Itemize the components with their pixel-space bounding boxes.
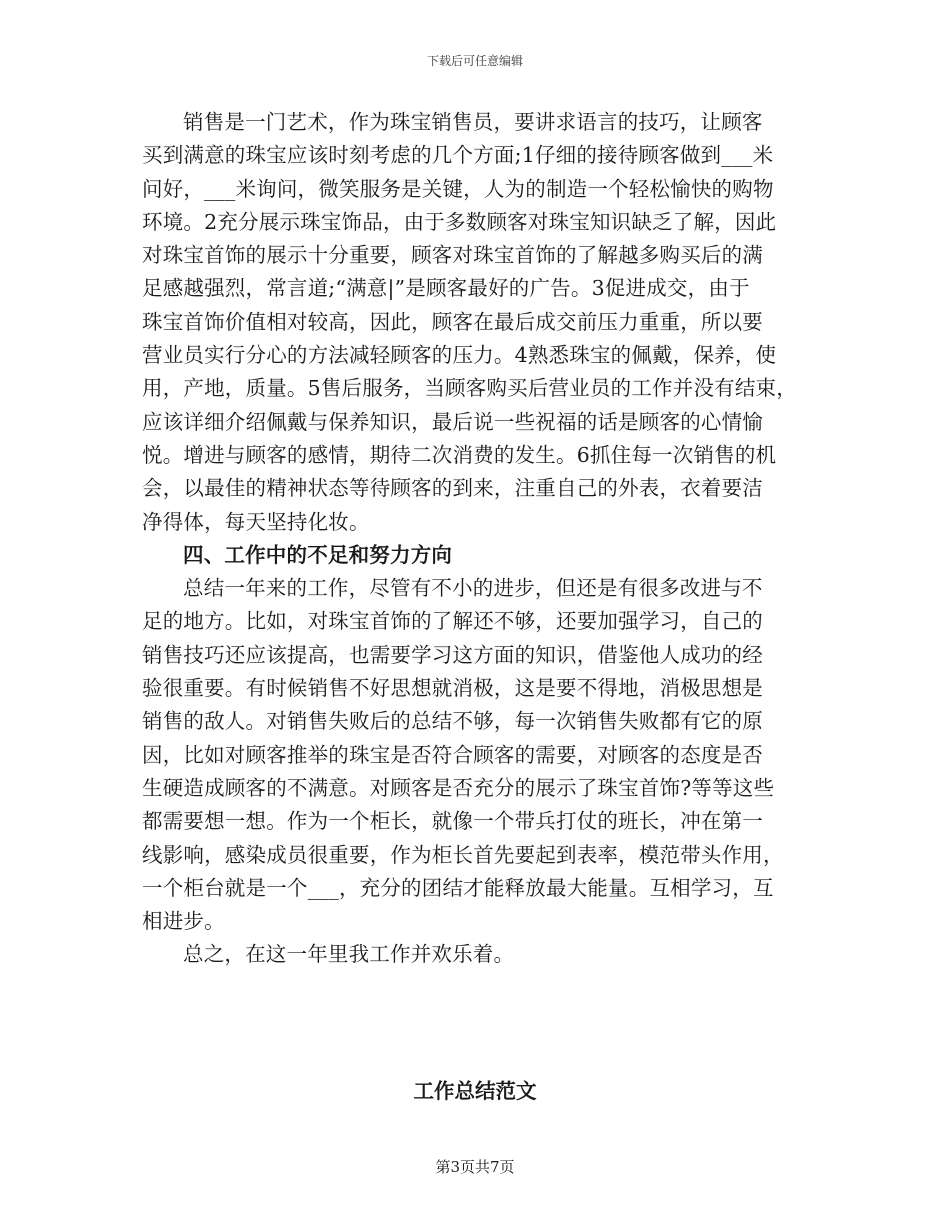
paragraph-line: 都需要想一想。作为一个柜长，就像一个带兵打仗的班长，冲在第一 [142, 809, 763, 834]
paragraph-line: 生硬造成顾客的不满意。对顾客是否充分的展示了珠宝首饰?等等这些 [142, 775, 775, 800]
paragraph-line: 因，比如对顾客推举的珠宝是否符合顾客的需要，对顾客的态度是否 [142, 742, 763, 767]
paragraph-line: 销售的敌人。对销售失败后的总结不够，每一次销售失败都有它的原 [142, 709, 763, 734]
paragraph-line: 销售是一门艺术，作为珠宝销售员，要讲求语言的技巧，让顾客 [183, 110, 763, 134]
section-heading: 四、工作中的不足和努力方向 [183, 542, 453, 567]
paragraph-line: 总之，在这一年里我工作并欢乐着。 [183, 942, 515, 967]
paragraph-line: 营业员实行分心的方法减轻顾客的压力。4熟悉珠宝的佩戴，保养，使 [142, 343, 777, 368]
page-header: 下载后可任意编辑 [426, 54, 523, 68]
paragraph-line: 销售技巧还应该提高，也需要学习这方面的知识，借鉴他人成功的经 [142, 642, 763, 667]
paragraph-line: 总结一年来的工作，尽管有不小的进步，但还是有很多改进与不 [183, 576, 763, 601]
document-title: 工作总结范文 [413, 1079, 537, 1103]
paragraph-line: 线影响，感染成员很重要，作为柜长首先要起到表率，模范带头作用， [142, 842, 784, 867]
paragraph-line: 买到满意的珠宝应该时刻考虑的几个方面;1仔细的接待顾客做到___米 [142, 143, 774, 168]
paragraph-line: 一个柜台就是一个___，充分的团结才能释放最大能量。互相学习，互 [142, 875, 774, 900]
paragraph-line: 净得体，每天坚持化妆。 [142, 509, 370, 534]
paragraph-line: 环境。2充分展示珠宝饰品，由于多数顾客对珠宝知识缺乏了解，因此 [142, 209, 777, 234]
page-footer: 第3页共7页 [435, 1158, 515, 1176]
paragraph-line: 用，产地，质量。5售后服务，当顾客购买后营业员的工作并没有结束， [142, 376, 797, 401]
paragraph-line: 会，以最佳的精神状态等待顾客的到来，注重自己的外表，衣着要洁 [142, 476, 763, 501]
paragraph-line: 相进步。 [142, 909, 225, 934]
paragraph-line: 悦。增进与顾客的感情，期待二次消费的发生。6抓住每一次销售的机 [142, 442, 777, 467]
paragraph-line: 应该详细介绍佩戴与保养知识，最后说一些祝福的话是顾客的心情愉 [142, 409, 763, 434]
paragraph-line: 珠宝首饰价值相对较高，因此，顾客在最后成交前压力重重，所以要 [142, 309, 763, 334]
paragraph-line: 对珠宝首饰的展示十分重要，顾客对珠宝首饰的了解越多购买后的满 [142, 243, 763, 268]
paragraph-line: 问好，___米询问，微笑服务是关键，人为的制造一个轻松愉快的购物 [142, 176, 774, 201]
document-body [142, 106, 822, 972]
paragraph-line: 验很重要。有时候销售不好思想就消极，这是要不得地，消极思想是 [142, 676, 763, 701]
paragraph-line: 足的地方。比如，对珠宝首饰的了解还不够，还要加强学习，自己的 [142, 609, 763, 634]
paragraph-line: 足感越强烈，常言道;“满意|”是顾客最好的广告。3促进成交，由于 [142, 276, 750, 301]
